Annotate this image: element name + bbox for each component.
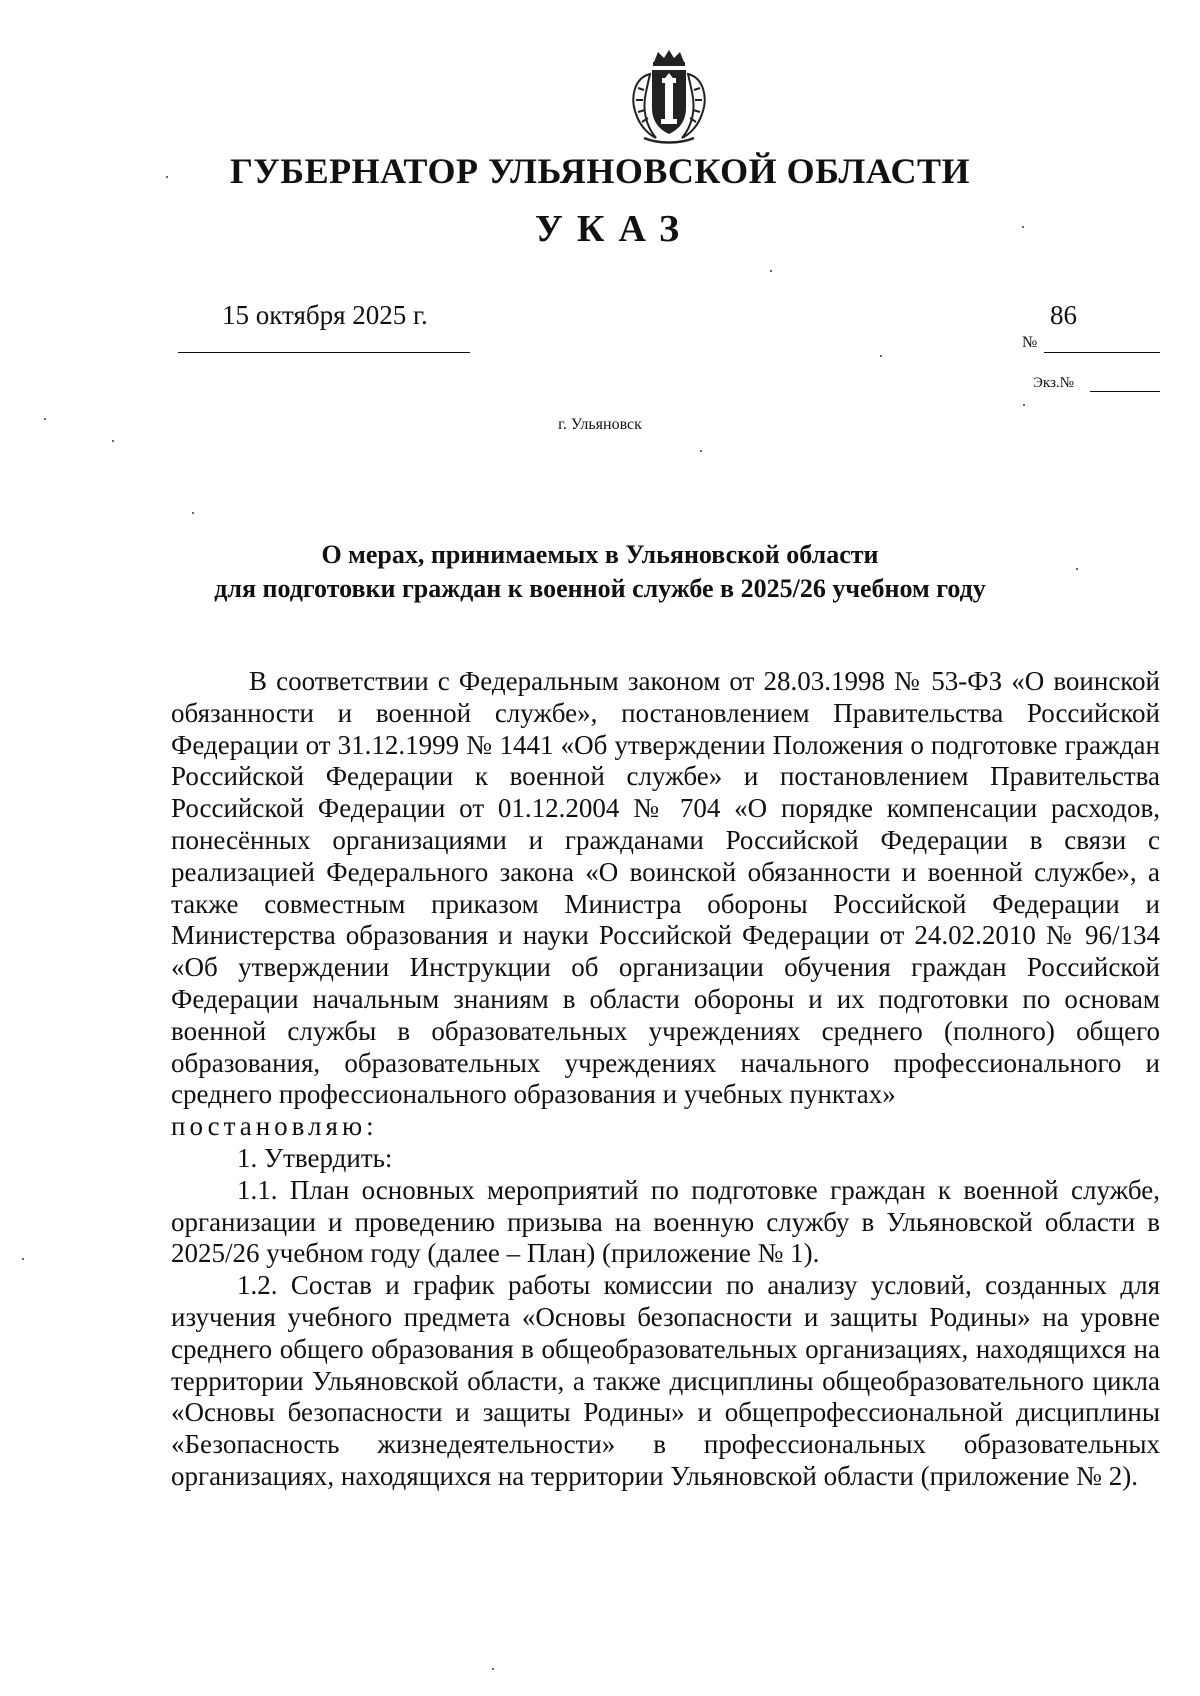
decree-word: постановляю: xyxy=(171,1111,378,1142)
issuing-city: г. Ульяновск xyxy=(558,416,642,433)
date-underline xyxy=(178,352,470,353)
scan-speck xyxy=(192,512,194,514)
number-underline xyxy=(1044,352,1160,353)
document-title-line-1: О мерах, принимаемых в Ульяновской области xyxy=(321,540,879,569)
scan-speck xyxy=(770,270,772,272)
item-1-2: 1.2. Состав и график работы комиссии по анализу условий, созданных для изучения учебного предмета «Основы безопасности и защиты Родины» на уровне среднего общего образования в общеобразовательных организациях, находящихся на территории Ульяновской области, а также дисциплины общеобразовательного цикла «Основы безопасности и защиты Родины» и общепрофессиональной дисциплины «Безопасность жизнедеятельности» в профессиональных образовательных организациях, находящихся на территории Ульяновской области (приложение № 2). xyxy=(171,1270,1160,1491)
scan-speck xyxy=(22,1258,24,1260)
item-1: 1. Утвердить: xyxy=(237,1142,393,1173)
issuing-authority: ГУБЕРНАТОР УЛЬЯНОВСКОЙ ОБЛАСТИ xyxy=(229,151,971,191)
scan-speck xyxy=(166,176,168,178)
coat-of-arms-icon xyxy=(624,48,714,148)
scan-speck xyxy=(1022,226,1024,228)
document-title-line-2: для подготовки граждан к военной службе в 2025/26 учебном году xyxy=(214,574,986,603)
item-1-1: 1.1. План основных мероприятий по подготовке граждан к военной службе, организации и проведению призыва на военную службу в Ульяновской области в 2025/26 учебном году (далее – План) (приложение № 1). xyxy=(171,1174,1160,1269)
scan-speck xyxy=(1076,568,1078,570)
scan-speck xyxy=(44,418,46,420)
number-label: № xyxy=(1022,334,1038,351)
preamble-paragraph: В соответствии с Федеральным законом от 28.03.1998 № 53-ФЗ «О воинской обязанности и военной службе», постановлением Правительства Российской Федерации от 31.12.1999 № 1441 «Об утверждении Положения о подготовке граждан Российской Федерации к военной службе» и постановлением Правительства Российской Федерации от 01.12.2004 № 704 «О порядке компенсации расходов, понесённых организациями и гражданами Российской Федерации в связи с реализацией Федерального закона «О воинской обязанности и военной службе», а также совместным приказом Министра обороны Российской Федерации и Министерства образования и науки Российской Федерации от 24.02.2010 № 96/134 «Об утверждении Инструкции об организации обучения граждан Российской Федерации начальным знаниям в области обороны и их подготовки по основам военной службы в образовательных учреждениях среднего (полного) общего образования, образовательных учреждениях начального профессионального и среднего профессионального образования и учебных пунктах» xyxy=(171,666,1160,1110)
copy-number-underline xyxy=(1090,391,1160,392)
copy-number-label: Экз.№ xyxy=(1033,375,1074,391)
document-date: 15 октября 2025 г. xyxy=(222,300,428,330)
scan-speck xyxy=(492,1668,494,1670)
scan-speck xyxy=(1023,404,1025,406)
document-title xyxy=(140,538,1060,606)
document-type: УКАЗ xyxy=(535,208,693,250)
scan-speck xyxy=(112,440,114,442)
document-number: 86 xyxy=(1050,300,1077,330)
scan-speck xyxy=(880,355,882,357)
scan-speck xyxy=(700,450,702,452)
document-body xyxy=(171,666,1160,1493)
